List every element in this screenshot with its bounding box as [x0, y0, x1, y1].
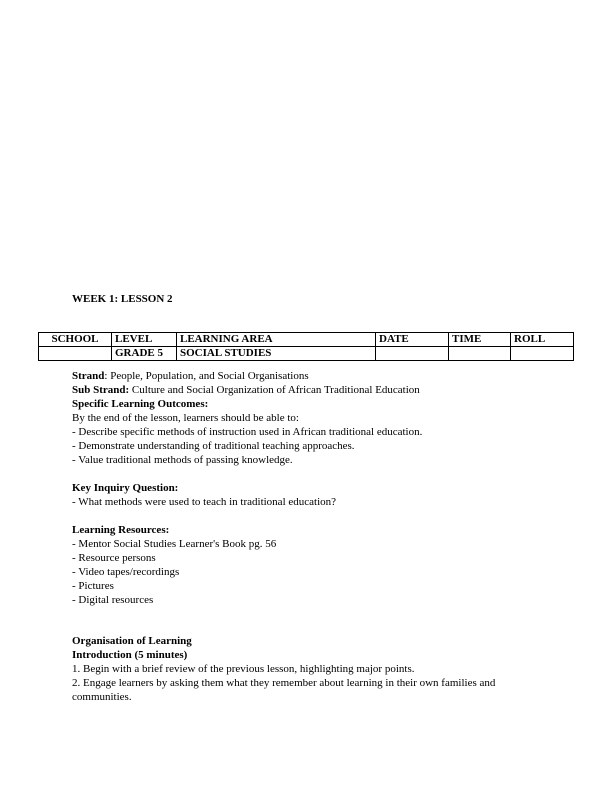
cell-learning-area: SOCIAL STUDIES [177, 347, 376, 361]
list-item: - Resource persons [72, 552, 156, 564]
sub-strand-value: Culture and Social Organization of African Traditional Education [129, 384, 420, 396]
lesson-info-table [38, 332, 574, 361]
week-lesson-title: WEEK 1: LESSON 2 [72, 293, 173, 305]
resources-heading: Learning Resources: [72, 524, 170, 536]
sub-strand-line [72, 383, 552, 397]
header-roll: ROLL [511, 333, 574, 347]
table-row [39, 347, 574, 361]
outcomes-intro: By the end of the lesson, learners should be able to: [72, 412, 299, 424]
list-item: - What methods were used to teach in traditional education? [72, 496, 337, 508]
list-item: - Demonstrate understanding of traditional teaching approaches. [72, 440, 355, 452]
lesson-content [72, 369, 552, 704]
list-item: - Describe specific methods of instruction used in African traditional education. [72, 426, 423, 438]
list-item: - Video tapes/recordings [72, 566, 180, 578]
strand-line [72, 369, 552, 383]
outcomes-heading: Specific Learning Outcomes: [72, 398, 209, 410]
strand-value: : People, Population, and Social Organisations [104, 370, 309, 382]
header-date: DATE [376, 333, 449, 347]
cell-level: GRADE 5 [112, 347, 177, 361]
organisation-heading: Organisation of Learning [72, 635, 192, 647]
inquiry-heading: Key Inquiry Question: [72, 482, 179, 494]
cell-school [39, 347, 112, 361]
list-item: 1. Begin with a brief review of the previous lesson, highlighting major points. [72, 663, 415, 675]
cell-date [376, 347, 449, 361]
list-item: - Pictures [72, 580, 114, 592]
header-level: LEVEL [112, 333, 177, 347]
list-item: - Mentor Social Studies Learner's Book pg. 56 [72, 538, 277, 550]
list-item: - Digital resources [72, 594, 154, 606]
header-time: TIME [449, 333, 511, 347]
introduction-heading: Introduction (5 minutes) [72, 649, 188, 661]
cell-time [449, 347, 511, 361]
table-header-row [39, 333, 574, 347]
sub-strand-label: Sub Strand: [72, 384, 130, 396]
list-item: - Value traditional methods of passing knowledge. [72, 454, 293, 466]
cell-roll [511, 347, 574, 361]
header-learning-area: LEARNING AREA [177, 333, 376, 347]
strand-label: Strand [72, 370, 105, 382]
header-school: SCHOOL [39, 333, 112, 347]
list-item: 2. Engage learners by asking them what they remember about learning in their own families and communities. [72, 677, 496, 703]
